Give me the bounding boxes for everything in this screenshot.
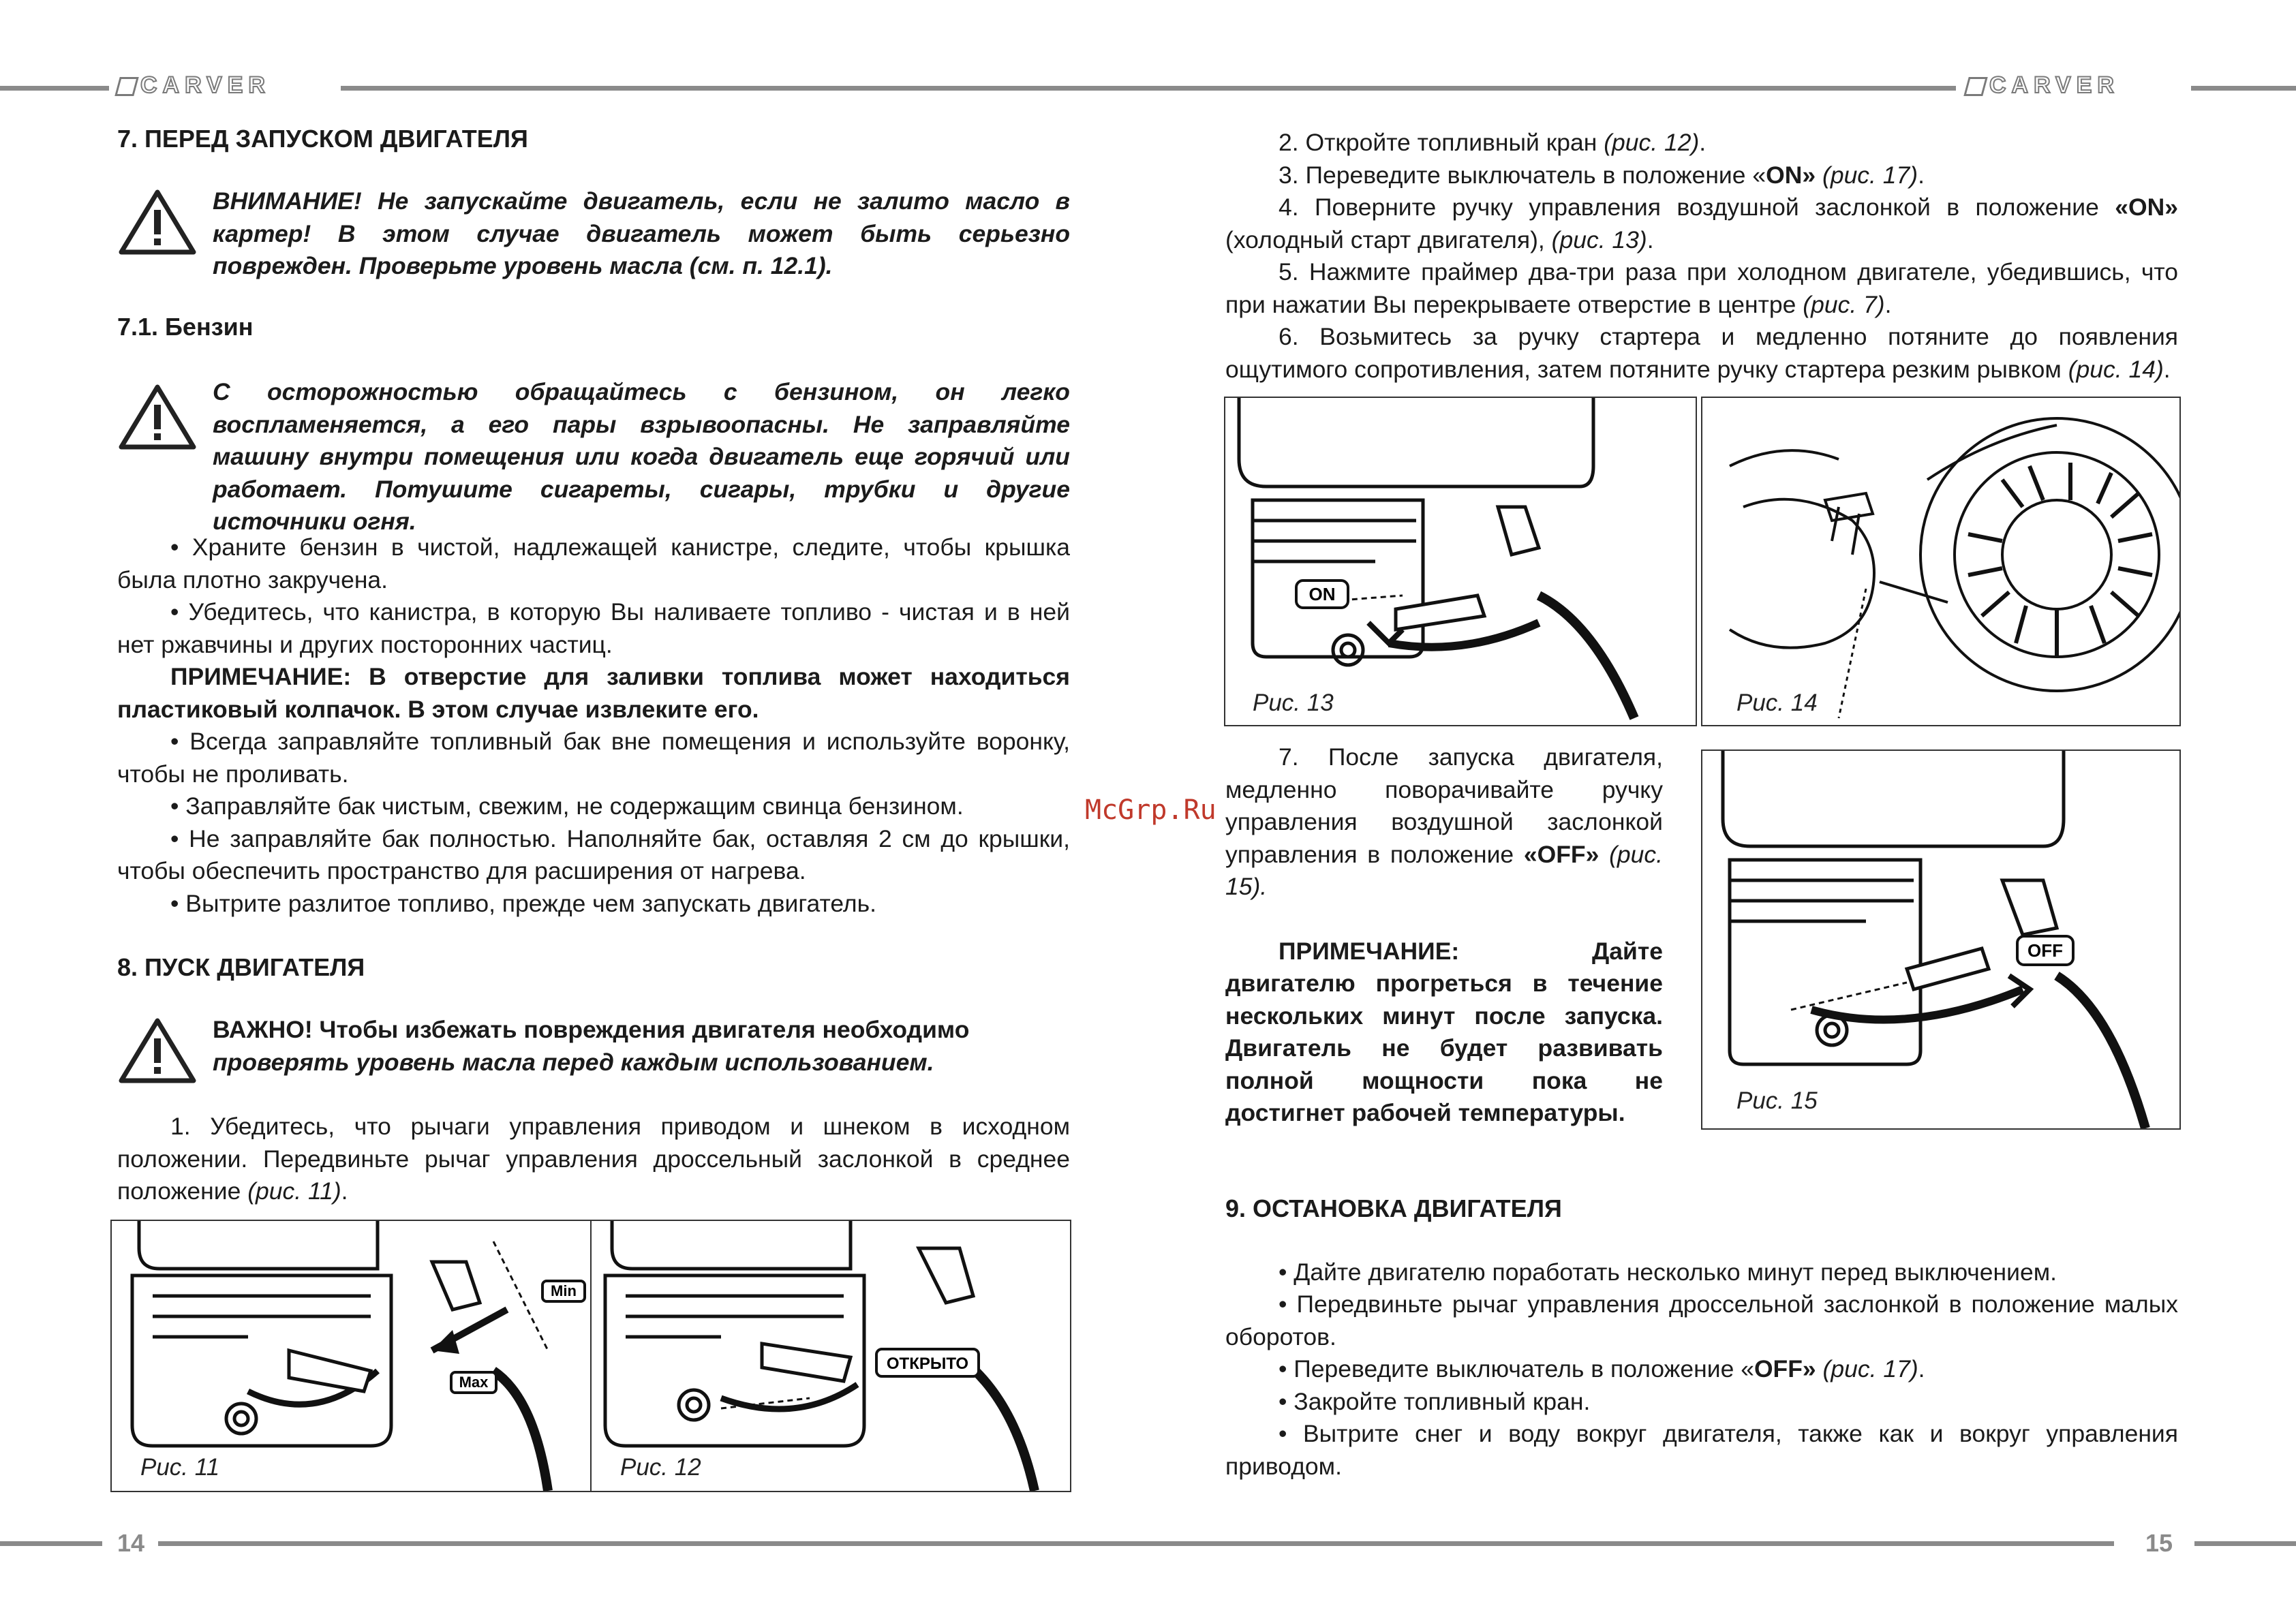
figure-15-caption: Рис. 15 xyxy=(1736,1087,1818,1114)
step-5: 5. Нажмите праймер два-три раза при холодном двигателе, убедившись, что при нажатии Вы перекрываете отверстие в центре (рис. 7). xyxy=(1225,258,2178,318)
section-9-title: 9. ОСТАНОВКА ДВИГАТЕЛЯ xyxy=(1225,1194,1562,1222)
warning-icon xyxy=(117,188,198,256)
note-warmup: ПРИМЕЧАНИЕ: Дайте двигателю прогреться в течение нескольких минут после запуска. Двигатель не будет развивать полной мощности пока не достигнет рабочей температуры. xyxy=(1225,937,1663,1126)
header-rule-center xyxy=(341,86,1956,91)
warning-oil-text: ВНИМАНИЕ! Не запускайте двигатель, если не залито масло в картер! В этом случае двигатель может быть серьезно поврежден. Проверьте уровень масла (см. п. 12.1). xyxy=(213,187,1070,279)
figure-12 xyxy=(590,1220,1071,1492)
label-off: OFF xyxy=(2027,940,2063,961)
starter-pull-illustration xyxy=(1702,398,2179,725)
warning-important-line2: проверять уровень масла перед каждым использованием. xyxy=(213,1048,934,1076)
warning-icon xyxy=(117,383,198,451)
step-1-text: 1. Убедитесь, что рычаги управления приводом и шнеком в исходном положении. Передвиньте рычаг управления дроссельный заслонкой в среднее положение (рис. 11). xyxy=(117,1113,1070,1205)
step-7-block xyxy=(1225,741,1663,1130)
section-71 xyxy=(117,311,1070,343)
footer-rule-right xyxy=(2194,1541,2296,1546)
engine-choke-off-illustration xyxy=(1702,751,2179,1128)
brand-logo-left: CARVER xyxy=(117,72,271,99)
section-7-title: 7. ПЕРЕД ЗАПУСКОМ ДВИГАТЕЛЯ xyxy=(117,125,528,153)
figure-13-caption: Рис. 13 xyxy=(1253,690,1334,716)
figure-15 xyxy=(1701,749,2181,1130)
page-number-left: 14 xyxy=(117,1529,145,1557)
bullet-item: • Вытрите снег и воду вокруг двигателя, также как и вокруг управления приводом. xyxy=(1225,1420,2178,1480)
engine-choke-on-illustration xyxy=(1225,398,1696,725)
warning-important-line1: ВАЖНО! Чтобы избежать повреждения двигателя необходимо xyxy=(213,1016,970,1043)
label-max: Max xyxy=(459,1374,489,1391)
step-4: 4. Поверните ручку управления воздушной заслонкой в положение «ON» (холодный старт двигателя), (рис. 13). xyxy=(1225,194,2178,253)
warning-icon xyxy=(117,1017,198,1085)
engine-throttle-illustration xyxy=(112,1221,590,1491)
header-rule-left xyxy=(0,86,109,91)
note-cap: ПРИМЕЧАНИЕ: В отверстие для заливки топлива может находиться пластиковый колпачок. В этом случае извлеките его. xyxy=(117,663,1070,723)
section-9 xyxy=(1225,1192,2178,1483)
step-2: 2. Откройте топливный кран (рис. 12). xyxy=(1279,129,1706,156)
label-min: Min xyxy=(551,1282,577,1299)
bullet-item: • Дайте двигателю поработать несколько минут перед выключением. xyxy=(1279,1258,2057,1286)
engine-fuel-valve-illustration xyxy=(592,1221,1070,1491)
warning-important xyxy=(117,1014,1070,1089)
figure-13 xyxy=(1224,397,1697,726)
bullet-item: • Всегда заправляйте топливный бак вне помещения и используйте воронку, чтобы не проливать. xyxy=(117,728,1070,788)
label-open: ОТКРЫТО xyxy=(886,1355,969,1373)
warning-important-text xyxy=(213,1014,1070,1079)
bullet-item: • Убедитесь, что канистра, в которую Вы наливаете топливо - чистая и в ней нет ржавчины и других посторонних частиц. xyxy=(117,598,1070,658)
fuel-bullets xyxy=(117,531,1070,920)
bullet-item: • Заправляйте бак чистым, свежим, не содержащим свинца бензином. xyxy=(170,792,964,820)
section-8-title: 8. ПУСК ДВИГАТЕЛЯ xyxy=(117,953,365,981)
step-6: 6. Возьмитесь за ручку стартера и медленно потяните до появления ощутимого сопротивления, затем потяните ручку стартера резким рывком (рис. 14). xyxy=(1225,323,2178,383)
figure-14 xyxy=(1701,397,2181,726)
bullet-item: • Закройте топливный кран. xyxy=(1279,1387,1591,1415)
section-8 xyxy=(117,951,1070,984)
bullet-item: • Не заправляйте бак полностью. Наполняйте бак, оставляя 2 см до крышки, чтобы обеспечить пространство для расширения от нагрева. xyxy=(117,824,1070,884)
section-71-title: 7.1. Бензин xyxy=(117,313,254,341)
figure-12-caption: Рис. 12 xyxy=(620,1454,701,1481)
warning-oil xyxy=(117,185,1070,288)
warning-fuel xyxy=(117,376,1070,535)
figure-11-caption: Рис. 11 xyxy=(140,1454,220,1481)
footer-rule-center xyxy=(158,1541,2114,1546)
header-rule-right xyxy=(2191,86,2296,91)
page-number-right: 15 xyxy=(2145,1529,2173,1557)
bullet-item: • Вытрите разлитое топливо, прежде чем запускать двигатель. xyxy=(170,889,876,917)
bullet-item: • Храните бензин в чистой, надлежащей канистре, следите, чтобы крышка была плотно закручена. xyxy=(117,534,1070,593)
right-steps xyxy=(1225,127,2178,386)
bullet-item: • Переведите выключатель в положение «OFF» (рис. 17). xyxy=(1279,1355,1925,1382)
label-on: ON xyxy=(1308,584,1336,604)
figure-11 xyxy=(110,1220,592,1492)
step-7: 7. После запуска двигателя, медленно поворачивайте ручку управления воздушной заслонкой управления в положение «OFF» (рис. 15). xyxy=(1225,743,1663,900)
footer-rule-left xyxy=(0,1541,102,1546)
figure-14-caption: Рис. 14 xyxy=(1736,690,1818,716)
bullet-item: • Передвиньте рычаг управления дроссельной заслонкой в положение малых оборотов. xyxy=(1225,1290,2178,1350)
step-3: 3. Переведите выключатель в положение «ON» (рис. 17). xyxy=(1279,161,1925,189)
warning-fuel-text: С осторожностью обращайтесь с бензином, он легко воспламеняется, а его пары взрывоопасны. Не заправляйте машину внутри помещения или когда двигатель еще горячий или работает. Потушите сигареты, сигары, трубки и другие источники огня. xyxy=(213,378,1070,535)
brand-logo-right: CARVER xyxy=(1966,72,2119,99)
step-1 xyxy=(117,1111,1070,1208)
left-column xyxy=(117,123,1070,155)
watermark: McGrp.Ru xyxy=(1085,794,1216,826)
